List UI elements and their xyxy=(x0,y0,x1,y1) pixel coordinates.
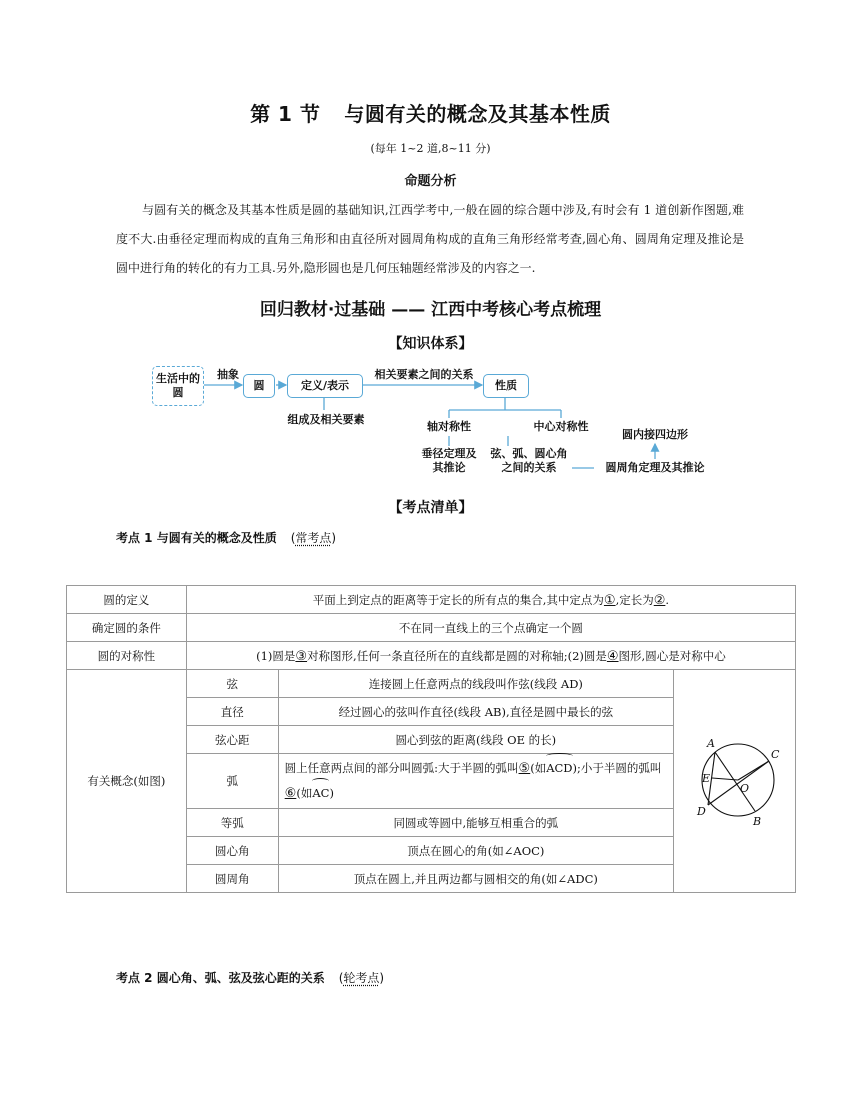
node-circle: 圆 xyxy=(243,374,275,398)
node-perp-theorem: 垂径定理及其推论 xyxy=(421,447,477,474)
arc-text-a: 圆上任意两点间的部分叫圆弧:大于半圆的弧叫 xyxy=(284,761,519,775)
section-title-text: 与圆有关的概念及其基本性质 xyxy=(344,102,611,126)
term-equal-arc: 等弧 xyxy=(186,809,278,837)
arc-text-b: (如 xyxy=(530,761,547,775)
symmetry-text-a: (1)圆是 xyxy=(256,648,296,663)
kd2-tag: (轮考点) xyxy=(338,971,385,985)
label-relation: 相关要素之间的关系 xyxy=(374,368,474,381)
kd1-tag-text: 常考点 xyxy=(295,531,332,545)
arc-text-d: (如 xyxy=(296,786,313,800)
desc-central-angle: 顶点在圆心的角(如∠AOC) xyxy=(278,837,673,865)
blank-4: ④ xyxy=(606,648,619,664)
chapter-heading: 回归教材·过基础 —— 江西中考核心考点梳理 xyxy=(259,300,602,320)
kd2-label: 考点 2 圆心角、弧、弦及弦心距的关系 xyxy=(116,971,325,985)
blank-5: ⑤ xyxy=(518,761,531,776)
row-label-concepts: 有关概念(如图) xyxy=(67,670,187,893)
desc-diameter: 经过圆心的弦叫作直径(线段 AB),直径是圆中最长的弦 xyxy=(278,698,673,726)
section-number: 第 1 节 xyxy=(250,102,321,126)
symmetry-text-c: 图形,圆心是对称中心 xyxy=(618,648,726,663)
table-row xyxy=(67,586,796,614)
circle-figure xyxy=(680,725,790,835)
kd1-tag: (常考点) xyxy=(290,531,337,545)
knowledge-heading: 【知识体系】 xyxy=(388,336,473,352)
row-label-determine: 确定圆的条件 xyxy=(67,614,187,642)
node-life-circle: 生活中的圆 xyxy=(152,366,204,406)
row-determine-content: 不在同一直线上的三个点确定一个圆 xyxy=(186,614,795,642)
desc-equal-arc: 同圆或等圆中,能够互相重合的弧 xyxy=(278,809,673,837)
analysis-paragraph: 与圆有关的概念及其基本性质是圆的基础知识,江西学考中,一般在圆的综合题中涉及,有时会有 1 道创新作图题,难度不大.由垂径定理而构成的直角三角形和由直径所对圆周角构成的直角三角形经常考查,圆心角、圆周角定理及推论是圆中进行角的转化的有力工具.另外,隐形圆也是几何压轴题经常涉及的内容之一. xyxy=(116,203,744,275)
definition-text: 平面上到定点的距离等于定长的所有点的集合,其中定点为 xyxy=(312,592,604,607)
figure-label-e: E xyxy=(701,771,710,785)
term-central-angle: 圆心角 xyxy=(186,837,278,865)
figure-label-c: C xyxy=(770,747,779,761)
symmetry-text-b: 对称图形,任何一条直径所在的直线都是圆的对称轴;(2)圆是 xyxy=(307,648,607,663)
blank-2: ② xyxy=(653,592,666,608)
node-property: 性质 xyxy=(483,374,529,398)
desc-chord-distance: 圆心到弦的距离(线段 OE 的长) xyxy=(278,726,673,754)
figure-label-a: A xyxy=(706,736,715,750)
desc-chord: 连接圆上任意两点的线段叫作弦(线段 AD) xyxy=(278,670,673,698)
arc-acd: ACD xyxy=(546,756,572,780)
node-inscribed-angle: 圆周角定理及其推论 xyxy=(605,461,705,474)
table-row xyxy=(67,642,796,670)
table-row xyxy=(67,670,796,698)
row-label-symmetry: 圆的对称性 xyxy=(67,642,187,670)
circle-figure-cell xyxy=(674,670,796,893)
arc-ac: AC xyxy=(312,781,329,805)
row-label-definition: 圆的定义 xyxy=(67,586,187,614)
definition-text-b: ,定长为 xyxy=(615,592,654,607)
term-chord-distance: 弦心距 xyxy=(186,726,278,754)
arc-text-e: ) xyxy=(329,786,334,800)
analysis-heading: 命题分析 xyxy=(404,174,457,189)
label-abstract: 抽象 xyxy=(217,368,239,381)
row-definition-content xyxy=(186,586,795,614)
desc-inscribed-angle: 顶点在圆上,并且两边都与圆相交的角(如∠ADC) xyxy=(278,865,673,893)
figure-label-o: O xyxy=(739,781,749,795)
node-definition: 定义/表示 xyxy=(287,374,363,398)
node-arc-chord: 弦、弧、圆心角之间的关系 xyxy=(490,447,568,474)
term-inscribed-angle: 圆周角 xyxy=(186,865,278,893)
arc-text-c: );小于半圆的弧叫 xyxy=(572,761,662,775)
checklist-heading: 【考点清单】 xyxy=(388,500,473,516)
blank-1: ① xyxy=(603,592,616,608)
desc-arc xyxy=(278,754,673,809)
knowledge-diagram xyxy=(150,362,720,482)
blank-3: ③ xyxy=(295,648,308,664)
row-symmetry-content xyxy=(186,642,795,670)
node-inscribed-quad: 圆内接四边形 xyxy=(622,428,688,441)
blank-6: ⑥ xyxy=(284,786,297,801)
term-chord: 弦 xyxy=(186,670,278,698)
kd1-label: 考点 1 与圆有关的概念及性质 xyxy=(116,531,277,545)
figure-label-d: D xyxy=(696,804,706,818)
kd2-heading xyxy=(116,969,384,986)
figure-label-b: B xyxy=(752,814,761,828)
node-composition: 组成及相关要素 xyxy=(287,413,365,426)
table-row xyxy=(67,614,796,642)
kd1-heading xyxy=(116,529,336,546)
concept-table xyxy=(66,585,796,893)
kd2-tag-text: 轮考点 xyxy=(343,971,380,985)
page-title xyxy=(0,98,861,127)
term-diameter: 直径 xyxy=(186,698,278,726)
node-central: 中心对称性 xyxy=(533,420,589,433)
definition-text-c: . xyxy=(665,592,670,607)
score-info: (每年 1~2 道,8~11 分) xyxy=(370,142,491,155)
node-axial: 轴对称性 xyxy=(427,420,471,433)
term-arc: 弧 xyxy=(186,754,278,809)
